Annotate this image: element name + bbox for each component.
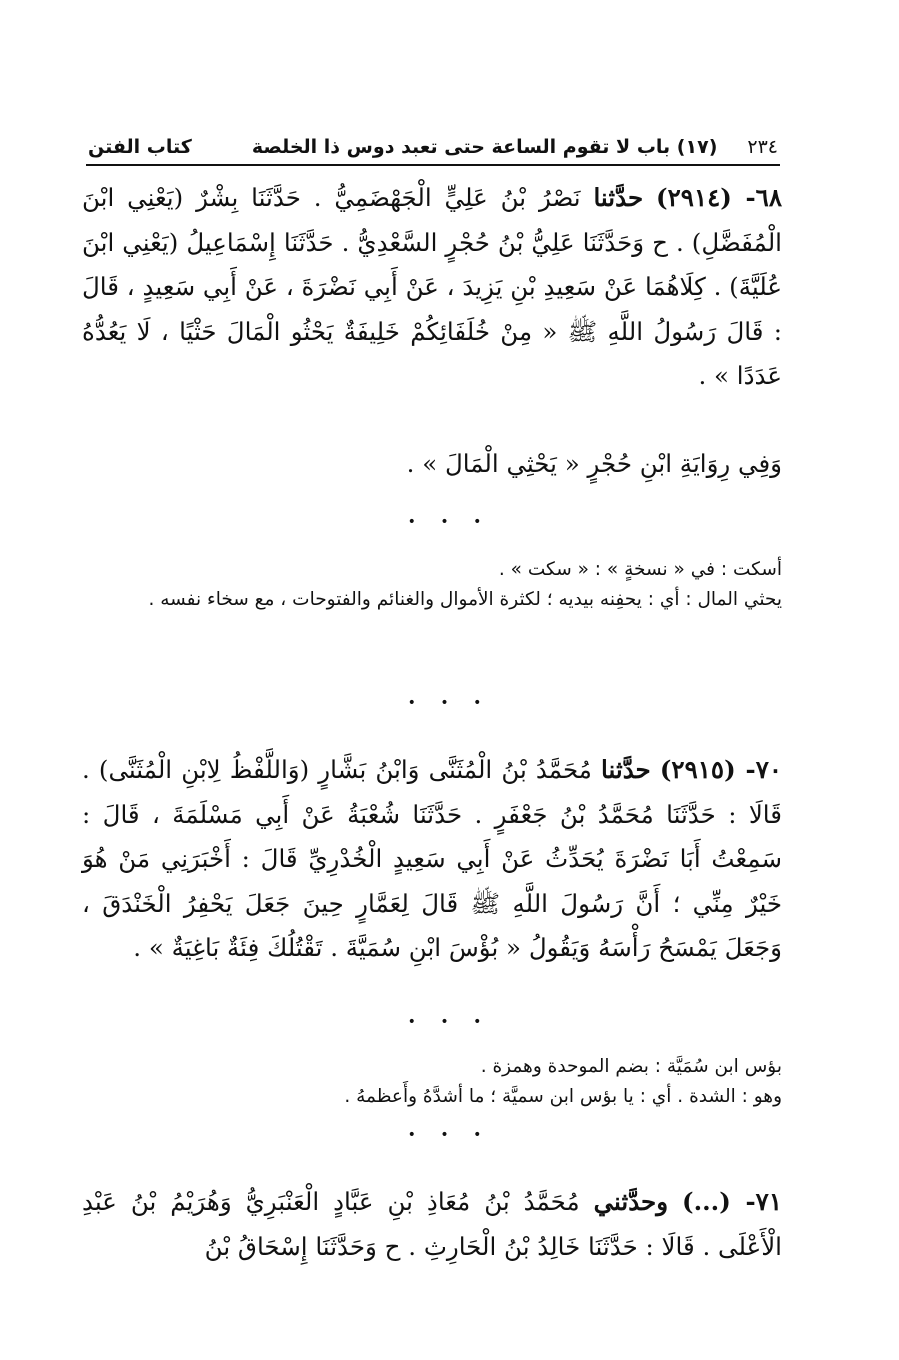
footnotes-2 xyxy=(82,1052,830,1111)
hadith-lead: حدَّثنا xyxy=(601,755,651,784)
hadith-lead: وحدَّثني xyxy=(593,1187,669,1216)
header-rule xyxy=(86,164,780,166)
footnote: يحثي المال : أي : يحفِنه بيديه ؛ لكثرة الأموال والغنائم والفتوحات ، مع سخاء نفسه . xyxy=(148,588,782,610)
footnotes-1 xyxy=(82,555,782,614)
hadith-68 xyxy=(82,176,782,399)
chapter-title: (١٧) باب لا تقوم الساعة حتى تعبد دوس ذا الخلصة xyxy=(251,136,718,158)
footnote: وهو : الشدة . أي : يا بؤس ابن سميَّة ؛ ما أشدَّهُ وأَعظمهُ . xyxy=(344,1085,782,1107)
separator-stars: • • • xyxy=(407,1014,492,1030)
footnote: أسكت : في « نسخةٍ » : « سكت » . xyxy=(498,559,782,580)
header-right-group xyxy=(252,136,778,158)
separator-stars: • • • xyxy=(407,514,492,530)
separator-stars: • • • xyxy=(407,695,492,711)
hadith-text: مُحَمَّدُ بْنُ مُعَاذِ بْنِ عَبَّادٍ الْعَنْبَرِيُّ وَهُرَيْمُ بْنُ عَبْدِ الْأَعْلَى . قَالَا : حَدَّثَنَا خَالِدُ بْنُ الْحَارِثِ . ح وَحَدَّثَنَا إِسْحَاقُ بْنُ xyxy=(82,1187,782,1261)
page-number: ٢٣٤ xyxy=(747,136,778,158)
hadith-text: نَصْرُ بْنُ عَلِيٍّ الْجَهْضَمِيُّ . حَدَّثَنَا بِشْرٌ (يَعْنِي ابْنَ الْمُفَضَّلِ) . ح وَحَدَّثَنَا عَلِيُّ بْنُ حُجْرٍ السَّعْدِيُّ . حَدَّثَنَا إِسْمَاعِيلُ (يَعْنِي ابْنَ عُلَيَّةَ) . كِلَاهُمَا عَنْ سَعِيدِ بْنِ يَزِيدَ ، عَنْ أَبِي نَضْرَةَ ، عَنْ أَبِي سَعِيدٍ ، قَالَ : قَالَ رَسُولُ اللَّهِ ﷺ « مِنْ خُلَفَائِكُمْ خَلِيفَةٌ يَحْثُو الْمَالَ حَثْيًا ، لَا يَعُدُّهُ عَدَدًا » . xyxy=(82,183,782,390)
hadith-70 xyxy=(82,748,782,971)
book-title: كتاب الفتن xyxy=(88,136,192,158)
hadith-text: مُحَمَّدُ بْنُ الْمُثَنَّى وَابْنُ بَشَّارٍ (وَاللَّفْظُ لِابْنِ الْمُثَنَّى) . قَالَا : حَدَّثَنَا مُحَمَّدُ بْنُ جَعْفَرٍ . حَدَّثَنَا شُعْبَةُ عَنْ أَبِي مَسْلَمَةَ ، قَالَ : سَمِعْتُ أَبَا نَضْرَةَ يُحَدِّثُ عَنْ أَبِي سَعِيدٍ الْخُدْرِيِّ قَالَ : أَخْبَرَنِي مَنْ هُوَ خَيْرٌ مِنِّي ؛ أَنَّ رَسُولَ اللَّهِ ﷺ قَالَ لِعَمَّارٍ حِينَ جَعَلَ يَحْفِرُ الْخَنْدَقَ ، وَجَعَلَ يَمْسَحُ رَأْسَهُ وَيَقُولُ « بُؤْسَ ابْنِ سُمَيَّةَ . تَقْتُلُكَ فِئَةٌ بَاغِيَةٌ » . xyxy=(82,755,782,962)
running-header xyxy=(88,118,778,163)
separator-stars: • • • xyxy=(407,1127,492,1143)
hadith-lead: حدَّثنا xyxy=(593,183,644,212)
hadith-number: ٧٠- (٢٩١٥) xyxy=(659,755,783,784)
hadith-68-variant: وَفِي رِوَايَةِ ابْنِ حُجْرٍ « يَحْثِي الْمَالَ » . xyxy=(406,449,782,478)
footnote: بؤس ابن سُمَيَّة : بضم الموحدة وهمزة . xyxy=(480,1056,782,1077)
hadith-number: ٦٨- (٢٩١٤) xyxy=(656,183,782,212)
hadith-71 xyxy=(82,1180,782,1269)
hadith-number: ٧١- (...) xyxy=(682,1187,782,1216)
